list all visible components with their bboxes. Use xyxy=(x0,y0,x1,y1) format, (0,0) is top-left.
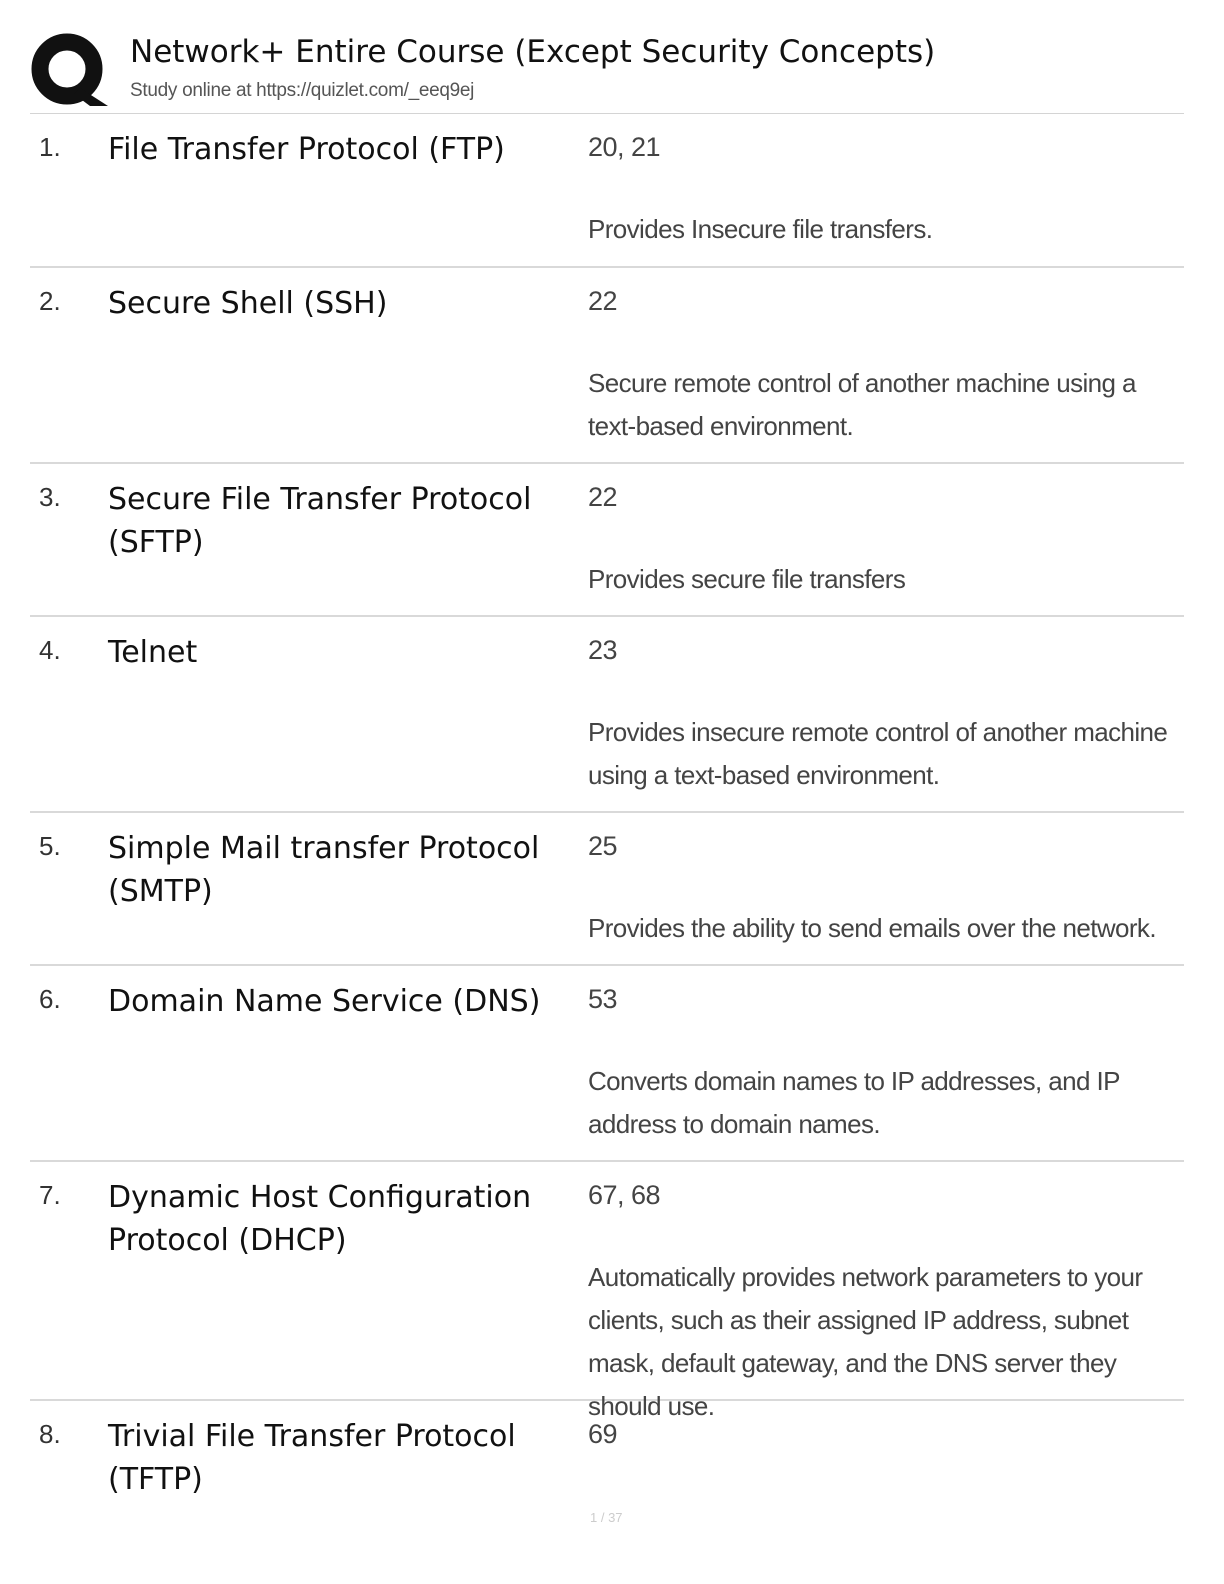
study-link[interactable]: Study online at https://quizlet.com/_eeq9ej xyxy=(130,80,475,101)
card-term: Domain Name Service (DNS) xyxy=(108,984,541,1019)
card-port: 69 xyxy=(588,1419,618,1449)
card-port: 53 xyxy=(588,984,618,1014)
card-term: Dynamic Host Configuration Protocol (DHCP) xyxy=(108,1180,532,1258)
flashcard-row xyxy=(30,813,1184,966)
flashcard-row xyxy=(30,1162,1184,1421)
flashcard-row xyxy=(30,966,1184,1162)
card-number: 1. xyxy=(39,132,61,162)
card-term: Secure File Transfer Protocol (SFTP) xyxy=(108,482,532,560)
card-term: Trivial File Transfer Protocol (TFTP) xyxy=(108,1419,516,1497)
flashcard-list xyxy=(30,114,1184,1511)
card-number: 5. xyxy=(39,831,61,861)
card-term: Secure Shell (SSH) xyxy=(108,286,388,321)
card-term: Simple Mail transfer Protocol (SMTP) xyxy=(108,831,540,909)
card-description: Provides Insecure file transfers. xyxy=(588,214,933,244)
card-description: Provides secure file transfers xyxy=(588,564,906,594)
card-term: File Transfer Protocol (FTP) xyxy=(108,132,505,167)
card-port: 25 xyxy=(588,831,618,861)
card-number: 3. xyxy=(39,482,61,512)
card-port: 22 xyxy=(588,286,618,316)
card-port: 23 xyxy=(588,635,618,665)
card-number: 8. xyxy=(39,1419,61,1449)
flashcard-row xyxy=(30,268,1184,464)
page-header xyxy=(30,28,1184,114)
card-description: Automatically provides network parameters to your clients, such as their assigned IP address, subnet mask, default gateway, and the DNS server they should use. xyxy=(588,1262,1143,1421)
card-description: Provides the ability to send emails over the network. xyxy=(588,913,1156,943)
card-number: 6. xyxy=(39,984,61,1014)
card-port: 22 xyxy=(588,482,618,512)
card-description: Provides insecure remote control of another machine using a text-based environment. xyxy=(588,717,1168,790)
flashcard-row xyxy=(30,617,1184,813)
card-number: 7. xyxy=(39,1180,61,1210)
card-number: 2. xyxy=(39,286,61,316)
card-term: Telnet xyxy=(108,635,198,670)
card-port: 67, 68 xyxy=(588,1180,661,1210)
flashcard-row xyxy=(30,464,1184,617)
page-title: Network+ Entire Course (Except Security Concepts) xyxy=(130,34,936,70)
card-description: Converts domain names to IP addresses, and IP address to domain names. xyxy=(588,1066,1120,1139)
card-description: Secure remote control of another machine using a text-based environment. xyxy=(588,368,1136,441)
page-number: 1 / 37 xyxy=(590,1510,623,1525)
flashcard-row xyxy=(30,1401,1184,1511)
card-port: 20, 21 xyxy=(588,132,661,162)
quizlet-logo-icon xyxy=(30,32,110,108)
card-number: 4. xyxy=(39,635,61,665)
flashcard-row xyxy=(30,114,1184,268)
